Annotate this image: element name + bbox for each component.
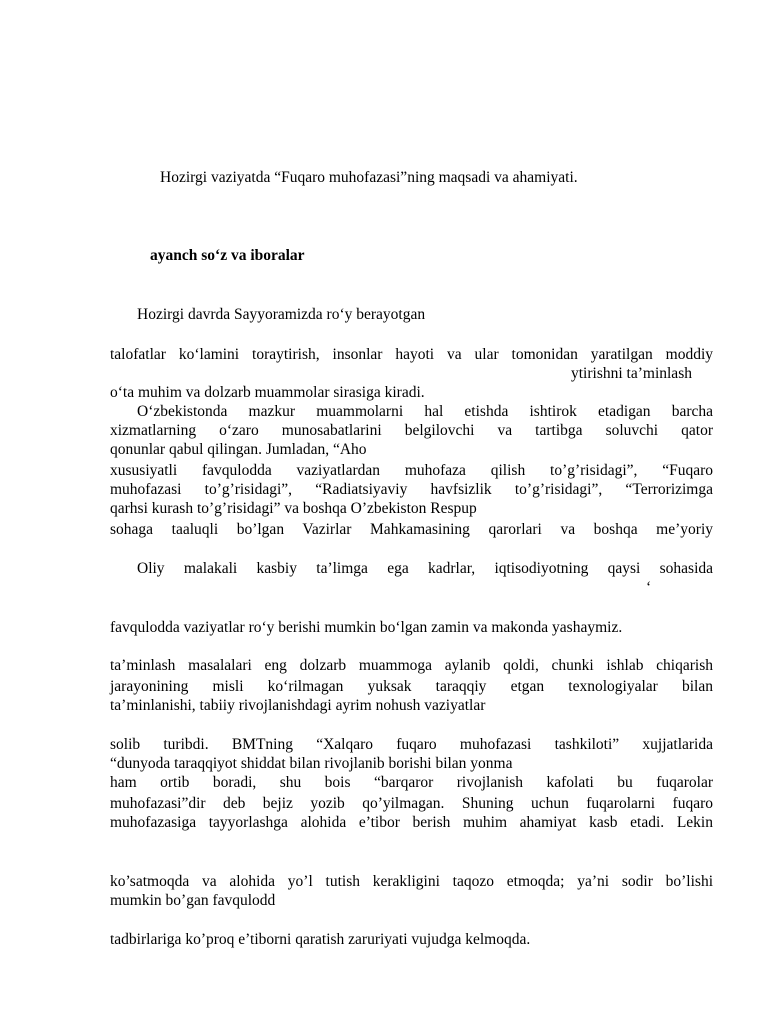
paragraph-line: xususiyatli favqulodda vaziyatlardan muhofaza qilish to’g’risidagi”, “Fuqaro xyxy=(110,462,713,479)
paragraph-line: qarhsi kurash to’g’risidagi” va boshqa O’zbekiston Respup xyxy=(110,500,477,517)
paragraph-line: talofatlar ko‘lamini toraytirish, insonlar hayoti va ular tomonidan yaratilgan moddiy xyxy=(110,346,713,363)
paragraph-line: ham ortib boradi, shu bois “barqaror rivojlanish kafolati bu fuqarolar xyxy=(110,774,713,791)
document-title: Hozirgi vaziyatda “Fuqaro muhofazasi”ning maqsadi va ahamiyati. xyxy=(160,169,578,186)
paragraph-line: ta’minlash masalalari eng dolzarb muammoga aylanib qoldi, chunki ishlab chiqarish xyxy=(110,657,713,674)
paragraph-line: ytirishni ta’minlash xyxy=(571,365,692,382)
paragraph-line: o‘ta muhim va dolzarb muammolar sirasiga kiradi. xyxy=(110,384,425,401)
paragraph-line: muhofazasi”dir deb bejiz yozib qo’yilmagan. Shuning uchun fuqarolarni fuqaro xyxy=(110,795,713,812)
paragraph-line: xizmatlarning o‘zaro munosabatlarini belgilovchi va tartibga soluvchi qator xyxy=(110,422,713,439)
paragraph-line: O‘zbekistonda mazkur muammolarni hal etishda ishtirok etadigan barcha xyxy=(137,403,713,420)
paragraph-line: solib turibdi. BMTning “Xalqaro fuqaro muhofazasi tashkiloti” xujjatlarida xyxy=(110,736,713,753)
paragraph-line: ko’satmoqda va alohida yo’l tutish kerakligini taqozo etmoqda; ya’ni sodir bo’lishi xyxy=(110,873,713,890)
paragraph-line: muhofazasi to’g’risidagi”, “Radiatsiyaviy havfsizlik to’g’risidagi”, “Terrorizimga xyxy=(110,481,713,498)
stray-mark: ‘ xyxy=(646,579,652,596)
paragraph-line: favqulodda vaziyatlar ro‘y berishi mumkin bo‘lgan zamin va makonda yashaymiz. xyxy=(110,619,623,636)
paragraph-line: Oliy malakali kasbiy ta’limga ega kadrlar, iqtisodiyotning qaysi sohasida xyxy=(137,560,713,577)
paragraph-line: Hozirgi davrda Sayyoramizda ro‘y berayotgan xyxy=(137,306,426,323)
paragraph-line: muhofazasiga tayyorlashga alohida e’tibor berish muhim ahamiyat kasb etadi. Lekin xyxy=(110,814,713,831)
paragraph-line: mumkin bo’gan favqulodd xyxy=(110,892,276,909)
keywords-heading: ayanch so‘z va iboralar xyxy=(150,247,305,264)
paragraph-line: qonunlar qabul qilingan. Jumladan, “Aho xyxy=(110,441,367,458)
paragraph-line: jarayonining misli ko‘rilmagan yuksak taraqqiy etgan texnologiyalar bilan xyxy=(110,678,713,695)
paragraph-line: tadbirlariga ko’proq e’tiborni qaratish zaruriyati vujudga kelmoqda. xyxy=(110,931,531,948)
paragraph-line: ta’minlanishi, tabiiy rivojlanishdagi ayrim nohush vaziyatlar xyxy=(110,697,486,714)
paragraph-line: sohaga taaluqli bo’lgan Vazirlar Mahkamasining qarorlari va boshqa me’yoriy xyxy=(110,521,713,538)
paragraph-line: “dunyoda taraqqiyot shiddat bilan rivojlanib borishi bilan yonma xyxy=(110,755,513,772)
